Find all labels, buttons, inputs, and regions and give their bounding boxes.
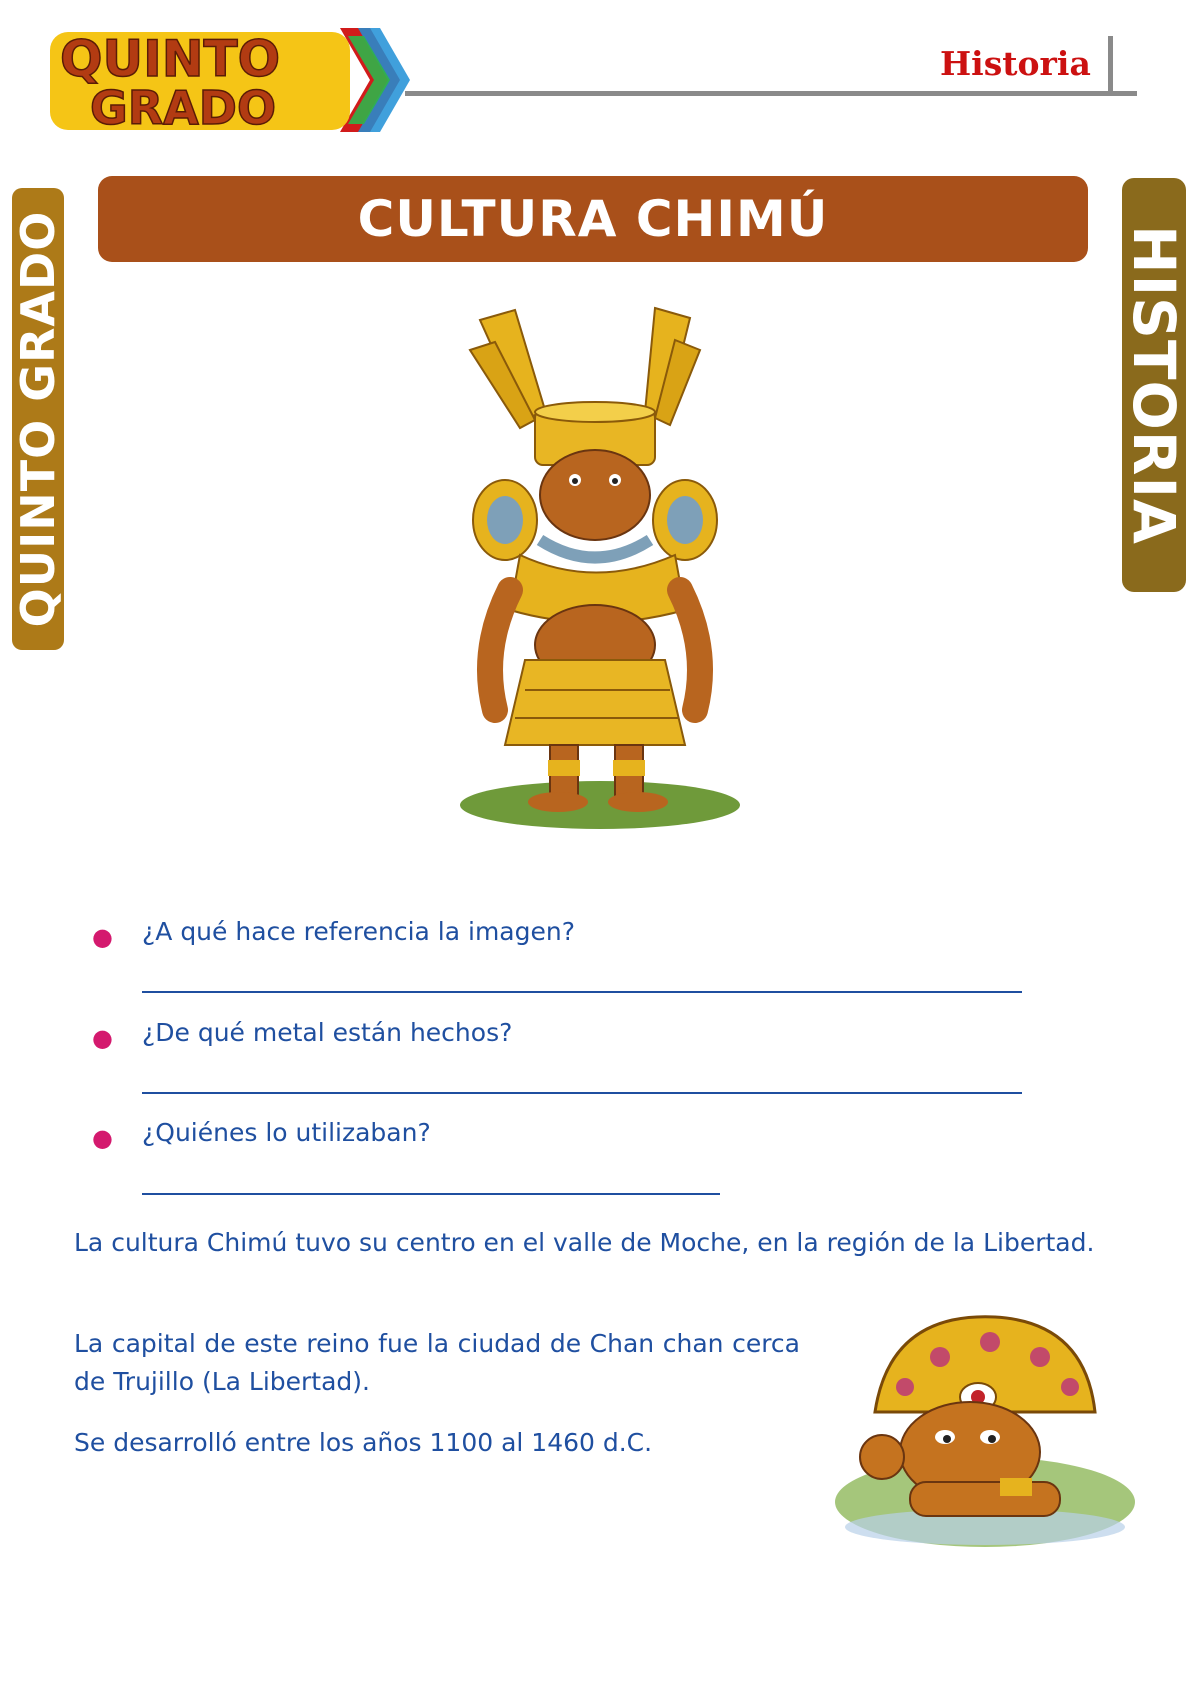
bullet-icon: ●: [92, 1124, 113, 1152]
page-title: CULTURA CHIMÚ: [357, 190, 829, 248]
answer-line-1[interactable]: [142, 991, 1022, 993]
answer-line-2[interactable]: [142, 1092, 1022, 1094]
paragraph-2: La capital de este reino fue la ciudad de Chan chan cerca de Trujillo (La Libertad).: [74, 1329, 800, 1396]
title-banner: [98, 176, 1088, 262]
paragraph-1: La cultura Chimú tuvo su centro en el valle de Moche, en la región de la Libertad.: [74, 1228, 1095, 1257]
side-banner-left: [12, 188, 64, 650]
chimu-warrior-illustration: [450, 290, 750, 835]
header-vertical-divider: [1108, 36, 1113, 94]
bullet-icon: ●: [92, 1024, 113, 1052]
side-banner-left-text: QUINTO GRADO: [11, 210, 65, 628]
question-3-text: ¿Quiénes lo utilizaban?: [142, 1118, 431, 1147]
header-divider: [405, 91, 1137, 96]
paragraph-3: Se desarrolló entre los años 1100 al 1460 d.C.: [74, 1428, 653, 1457]
chimu-child-illustration: [820, 1302, 1140, 1550]
bullet-icon: ●: [92, 923, 113, 951]
question-2-text: ¿De qué metal están hechos?: [142, 1018, 513, 1047]
quinto-grado-logo: [40, 18, 410, 143]
logo-line1: QUINTO: [60, 30, 281, 88]
question-1-text: ¿A qué hace referencia la imagen?: [142, 917, 575, 946]
logo-line2: GRADO: [90, 81, 277, 135]
header-subject: Historia: [940, 44, 1091, 83]
side-banner-right-text: HISTORIA: [1120, 225, 1188, 545]
side-banner-right: [1122, 178, 1186, 592]
answer-line-3[interactable]: [142, 1193, 720, 1195]
